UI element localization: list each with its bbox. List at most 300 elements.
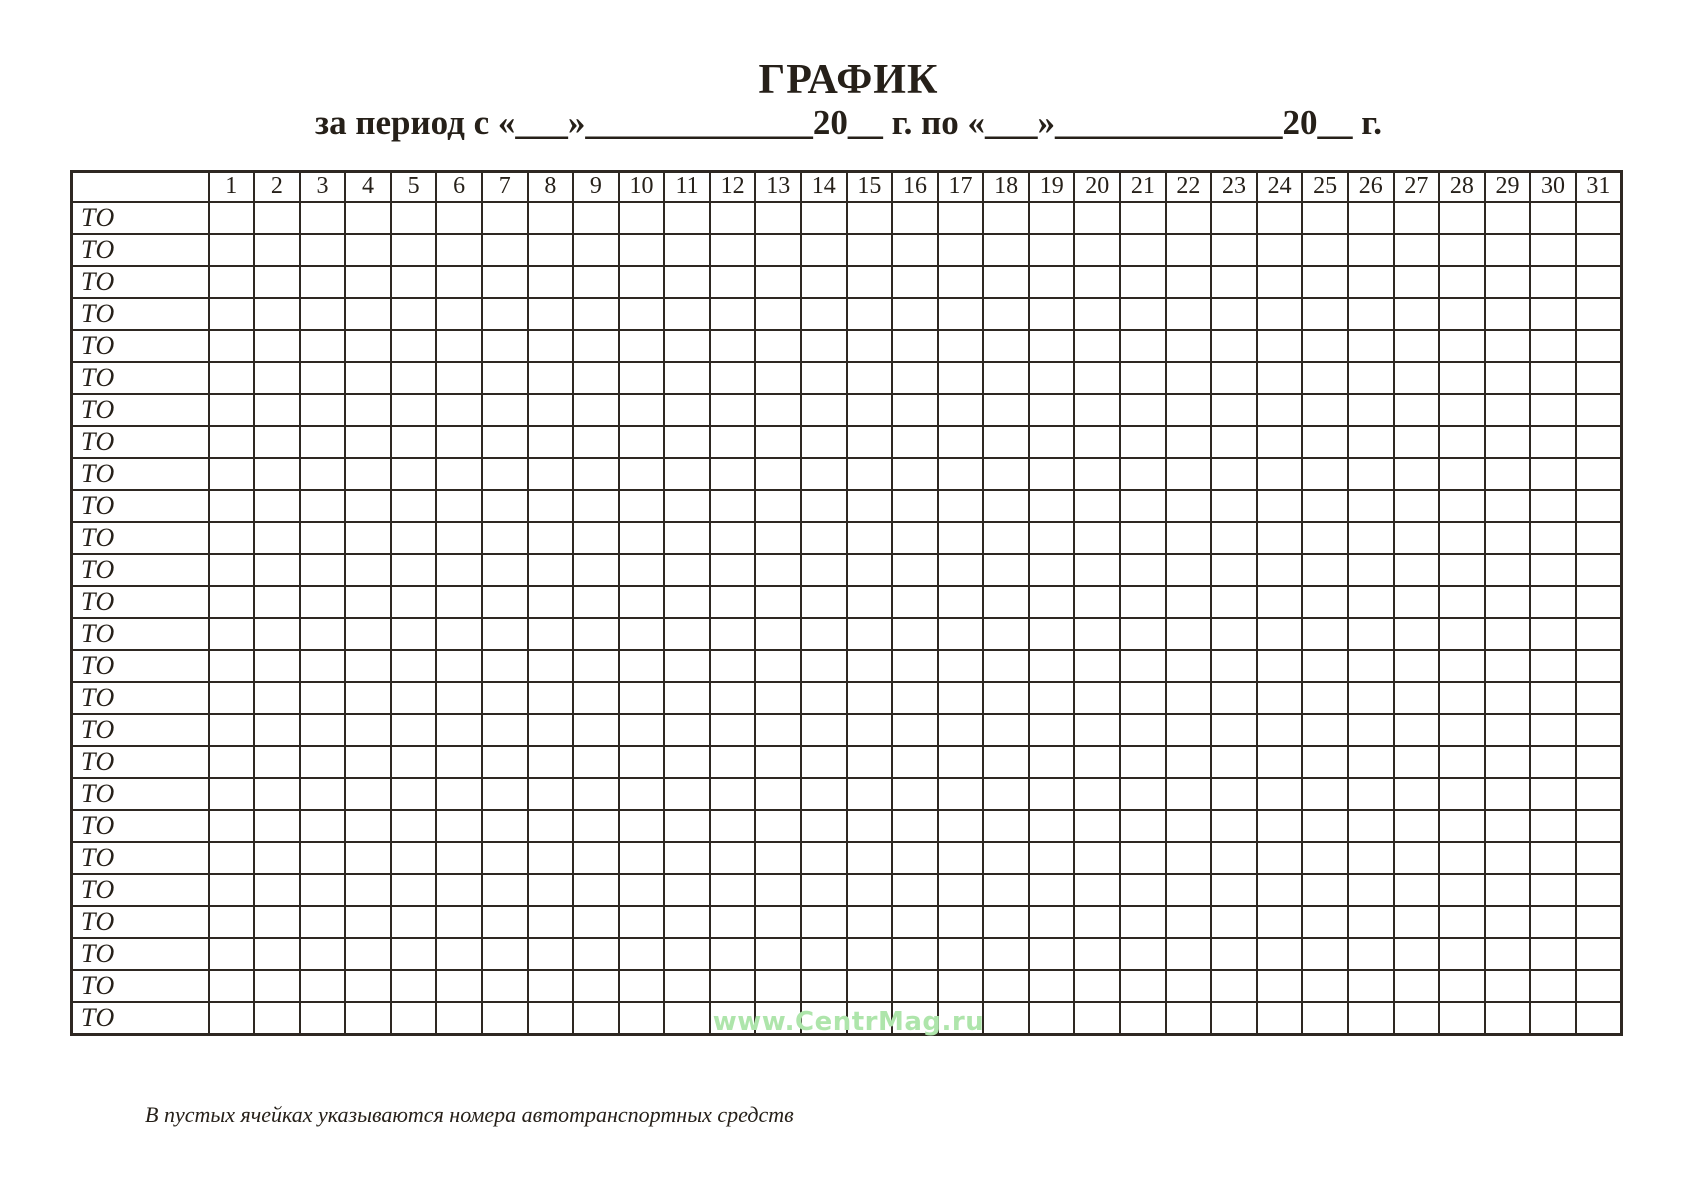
day-cell [1576, 458, 1622, 490]
day-cell [1348, 650, 1394, 682]
day-cell [1439, 362, 1485, 394]
day-cell [801, 426, 847, 458]
day-cell [209, 938, 255, 970]
day-cell [1485, 458, 1531, 490]
day-cell [983, 522, 1029, 554]
day-cell [209, 394, 255, 426]
day-cell [1485, 522, 1531, 554]
row-label: ТО [72, 266, 209, 298]
day-cell [1120, 522, 1166, 554]
day-cell [391, 938, 437, 970]
day-cell [892, 906, 938, 938]
day-cell [1348, 682, 1394, 714]
day-cell [482, 554, 528, 586]
day-cell [1211, 490, 1257, 522]
day-cell [300, 234, 346, 266]
day-cell [619, 778, 665, 810]
day-cell [892, 234, 938, 266]
day-cell [1257, 874, 1303, 906]
day-cell [1302, 970, 1348, 1002]
day-cell [1394, 394, 1440, 426]
day-cell [801, 618, 847, 650]
day-cell [345, 906, 391, 938]
day-cell [1166, 650, 1212, 682]
maintenance-row [72, 490, 1622, 522]
day-cell [300, 746, 346, 778]
day-cell [1166, 490, 1212, 522]
day-cell [847, 522, 893, 554]
day-cell [1029, 906, 1075, 938]
day-cell [1439, 490, 1485, 522]
day-cell [573, 266, 619, 298]
day-cell [1211, 714, 1257, 746]
day-cell [1576, 298, 1622, 330]
day-cell [391, 362, 437, 394]
day-cell [1439, 682, 1485, 714]
day-cell [482, 202, 528, 234]
day-cell [1211, 970, 1257, 1002]
day-header: 26 [1348, 172, 1394, 202]
day-cell [300, 490, 346, 522]
day-cell [528, 682, 574, 714]
day-cell [1394, 682, 1440, 714]
day-cell [254, 586, 300, 618]
day-header: 30 [1530, 172, 1576, 202]
day-cell [209, 682, 255, 714]
day-cell [619, 586, 665, 618]
day-cell [209, 234, 255, 266]
day-cell [847, 842, 893, 874]
day-cell [436, 522, 482, 554]
maintenance-row [72, 970, 1622, 1002]
day-cell [892, 650, 938, 682]
day-cell [482, 426, 528, 458]
day-cell [1302, 874, 1348, 906]
day-cell [573, 458, 619, 490]
day-cell [801, 394, 847, 426]
day-cell [528, 426, 574, 458]
day-cell [391, 586, 437, 618]
day-cell [1074, 298, 1120, 330]
row-label: ТО [72, 906, 209, 938]
day-cell [1394, 426, 1440, 458]
day-cell [1120, 202, 1166, 234]
day-cell [254, 298, 300, 330]
day-cell [1074, 234, 1120, 266]
day-cell [710, 586, 756, 618]
day-cell [801, 522, 847, 554]
day-cell [1485, 810, 1531, 842]
day-cell [345, 266, 391, 298]
day-cell [1439, 266, 1485, 298]
day-cell [1530, 682, 1576, 714]
day-cell [345, 714, 391, 746]
day-cell [619, 810, 665, 842]
day-cell [892, 842, 938, 874]
day-cell [938, 970, 984, 1002]
day-cell [1439, 810, 1485, 842]
day-cell [1029, 522, 1075, 554]
day-cell [573, 1002, 619, 1035]
day-cell [1257, 842, 1303, 874]
day-header: 22 [1166, 172, 1212, 202]
day-cell [1394, 490, 1440, 522]
day-cell [1439, 394, 1485, 426]
day-cell [391, 490, 437, 522]
day-cell [1120, 682, 1166, 714]
day-cell [755, 650, 801, 682]
day-cell [436, 202, 482, 234]
day-cell [1302, 842, 1348, 874]
maintenance-row [72, 426, 1622, 458]
day-cell [573, 874, 619, 906]
day-header: 14 [801, 172, 847, 202]
day-cell [300, 714, 346, 746]
day-cell [345, 810, 391, 842]
maintenance-row [72, 842, 1622, 874]
day-header: 10 [619, 172, 665, 202]
day-cell [1257, 618, 1303, 650]
day-cell [1074, 682, 1120, 714]
day-cell [1166, 682, 1212, 714]
day-cell [1576, 1002, 1622, 1035]
day-cell [209, 906, 255, 938]
day-cell [619, 650, 665, 682]
day-header: 31 [1576, 172, 1622, 202]
day-cell [300, 970, 346, 1002]
day-cell [436, 938, 482, 970]
day-cell [1439, 906, 1485, 938]
day-cell [1074, 202, 1120, 234]
day-cell [300, 426, 346, 458]
day-cell [1394, 938, 1440, 970]
day-cell [1257, 586, 1303, 618]
day-cell [938, 618, 984, 650]
day-cell [1211, 266, 1257, 298]
day-cell [1576, 810, 1622, 842]
day-cell [664, 906, 710, 938]
day-cell [1120, 234, 1166, 266]
day-cell [1576, 586, 1622, 618]
day-cell [1166, 1002, 1212, 1035]
day-cell [1485, 618, 1531, 650]
day-cell [938, 874, 984, 906]
row-label: ТО [72, 650, 209, 682]
day-cell [1166, 554, 1212, 586]
day-cell [892, 298, 938, 330]
day-cell [345, 298, 391, 330]
day-cell [300, 778, 346, 810]
day-cell [710, 682, 756, 714]
day-cell [300, 458, 346, 490]
day-cell [1257, 522, 1303, 554]
day-cell [1120, 714, 1166, 746]
day-cell [1120, 810, 1166, 842]
day-cell [755, 874, 801, 906]
day-cell [755, 970, 801, 1002]
day-cell [345, 778, 391, 810]
day-cell [938, 330, 984, 362]
day-cell [1485, 874, 1531, 906]
day-cell [573, 650, 619, 682]
day-cell [664, 842, 710, 874]
day-cell [1576, 842, 1622, 874]
day-cell [209, 970, 255, 1002]
day-cell [1485, 682, 1531, 714]
day-cell [847, 458, 893, 490]
maintenance-row [72, 618, 1622, 650]
day-cell [664, 970, 710, 1002]
day-cell [209, 650, 255, 682]
day-cell [1074, 938, 1120, 970]
maintenance-row [72, 874, 1622, 906]
day-cell [345, 554, 391, 586]
day-cell [664, 458, 710, 490]
day-cell [1074, 874, 1120, 906]
day-cell [619, 426, 665, 458]
day-cell [1394, 810, 1440, 842]
day-cell [938, 714, 984, 746]
day-cell [345, 330, 391, 362]
day-cell [1029, 330, 1075, 362]
day-header: 6 [436, 172, 482, 202]
day-cell [1530, 1002, 1576, 1035]
day-cell [1029, 586, 1075, 618]
day-cell [619, 458, 665, 490]
day-cell [436, 682, 482, 714]
day-cell [1029, 490, 1075, 522]
day-cell [1257, 778, 1303, 810]
schedule-table-head [72, 172, 1622, 202]
day-header: 28 [1439, 172, 1485, 202]
day-cell [801, 682, 847, 714]
maintenance-row [72, 394, 1622, 426]
day-header: 19 [1029, 172, 1075, 202]
day-cell [983, 426, 1029, 458]
day-cell [1211, 682, 1257, 714]
day-cell [391, 522, 437, 554]
day-cell [1530, 586, 1576, 618]
maintenance-schedule-table [70, 170, 1623, 1036]
day-cell [1166, 266, 1212, 298]
day-cell [528, 394, 574, 426]
day-cell [482, 586, 528, 618]
day-cell [1348, 810, 1394, 842]
day-cell [1530, 778, 1576, 810]
day-cell [1029, 426, 1075, 458]
day-cell [1576, 522, 1622, 554]
day-cell [1166, 522, 1212, 554]
day-cell [664, 618, 710, 650]
day-cell [755, 298, 801, 330]
day-cell [619, 234, 665, 266]
day-cell [345, 234, 391, 266]
day-cell [528, 330, 574, 362]
day-cell [573, 362, 619, 394]
day-cell [1211, 874, 1257, 906]
day-cell [1120, 778, 1166, 810]
day-cell [801, 714, 847, 746]
day-cell [619, 266, 665, 298]
day-cell [300, 618, 346, 650]
day-cell [710, 746, 756, 778]
day-cell [573, 810, 619, 842]
day-cell [209, 618, 255, 650]
day-cell [1576, 554, 1622, 586]
day-cell [436, 458, 482, 490]
day-cell [391, 650, 437, 682]
day-cell [1576, 330, 1622, 362]
day-cell [847, 202, 893, 234]
day-cell [300, 810, 346, 842]
day-header: 5 [391, 172, 437, 202]
day-cell [664, 234, 710, 266]
day-cell [938, 234, 984, 266]
day-cell [892, 362, 938, 394]
day-cell [1530, 426, 1576, 458]
day-cell [436, 874, 482, 906]
day-cell [1485, 234, 1531, 266]
day-cell [1257, 650, 1303, 682]
day-cell [1530, 650, 1576, 682]
day-cell [892, 426, 938, 458]
day-cell [755, 234, 801, 266]
day-cell [1074, 330, 1120, 362]
day-cell [436, 362, 482, 394]
day-cell [1120, 938, 1166, 970]
day-cell [847, 810, 893, 842]
maintenance-row [72, 810, 1622, 842]
day-cell [528, 554, 574, 586]
day-cell [1029, 842, 1075, 874]
day-cell [1120, 554, 1166, 586]
day-cell [755, 714, 801, 746]
day-cell [1211, 330, 1257, 362]
maintenance-row [72, 458, 1622, 490]
row-label: ТО [72, 554, 209, 586]
day-cell [1348, 490, 1394, 522]
day-cell [482, 810, 528, 842]
day-cell [664, 874, 710, 906]
maintenance-row [72, 682, 1622, 714]
day-cell [1029, 298, 1075, 330]
day-cell [1074, 970, 1120, 1002]
day-cell [300, 938, 346, 970]
day-cell [345, 202, 391, 234]
day-cell [710, 234, 756, 266]
day-header: 24 [1257, 172, 1303, 202]
day-cell [345, 842, 391, 874]
day-cell [938, 682, 984, 714]
day-cell [801, 970, 847, 1002]
day-cell [482, 234, 528, 266]
corner-cell [72, 172, 209, 202]
day-cell [1348, 618, 1394, 650]
day-cell [209, 586, 255, 618]
day-cell [619, 330, 665, 362]
day-cell [1029, 938, 1075, 970]
day-cell [892, 874, 938, 906]
day-cell [710, 298, 756, 330]
day-cell [1439, 778, 1485, 810]
day-cell [619, 298, 665, 330]
day-cell [710, 522, 756, 554]
day-cell [847, 266, 893, 298]
day-cell [1485, 298, 1531, 330]
row-label: ТО [72, 874, 209, 906]
day-cell [938, 906, 984, 938]
day-cell [1576, 938, 1622, 970]
day-cell [482, 970, 528, 1002]
day-cell [254, 618, 300, 650]
day-cell [1439, 650, 1485, 682]
row-label: ТО [72, 202, 209, 234]
day-cell [528, 938, 574, 970]
day-cell [209, 522, 255, 554]
row-label: ТО [72, 810, 209, 842]
day-cell [1302, 266, 1348, 298]
day-cell [573, 682, 619, 714]
day-cell [528, 746, 574, 778]
day-cell [1394, 298, 1440, 330]
day-cell [619, 202, 665, 234]
day-cell [1302, 362, 1348, 394]
day-cell [209, 426, 255, 458]
day-cell [573, 938, 619, 970]
day-cell [1120, 266, 1166, 298]
day-cell [983, 650, 1029, 682]
day-cell [1485, 426, 1531, 458]
day-cell [755, 266, 801, 298]
day-cell [482, 1002, 528, 1035]
day-cell [1485, 842, 1531, 874]
day-cell [710, 554, 756, 586]
day-cell [391, 458, 437, 490]
day-cell [254, 746, 300, 778]
day-cell [938, 842, 984, 874]
day-cell [847, 394, 893, 426]
day-cell [573, 714, 619, 746]
day-cell [300, 586, 346, 618]
day-cell [847, 330, 893, 362]
day-cell [1348, 362, 1394, 394]
day-cell [1348, 874, 1394, 906]
day-cell [619, 714, 665, 746]
day-cell [1485, 938, 1531, 970]
day-cell [1257, 298, 1303, 330]
day-cell [1530, 842, 1576, 874]
day-cell [1485, 970, 1531, 1002]
day-cell [801, 1002, 847, 1035]
day-cell [482, 522, 528, 554]
day-cell [892, 970, 938, 1002]
day-cell [1074, 522, 1120, 554]
day-cell [801, 458, 847, 490]
day-cell [528, 1002, 574, 1035]
day-cell [755, 906, 801, 938]
day-cell [847, 1002, 893, 1035]
day-cell [391, 234, 437, 266]
day-cell [847, 234, 893, 266]
day-cell [573, 234, 619, 266]
day-cell [847, 906, 893, 938]
day-cell [664, 682, 710, 714]
day-cell [391, 1002, 437, 1035]
day-cell [1302, 586, 1348, 618]
day-cell [847, 650, 893, 682]
day-cell [209, 554, 255, 586]
day-cell [1576, 778, 1622, 810]
